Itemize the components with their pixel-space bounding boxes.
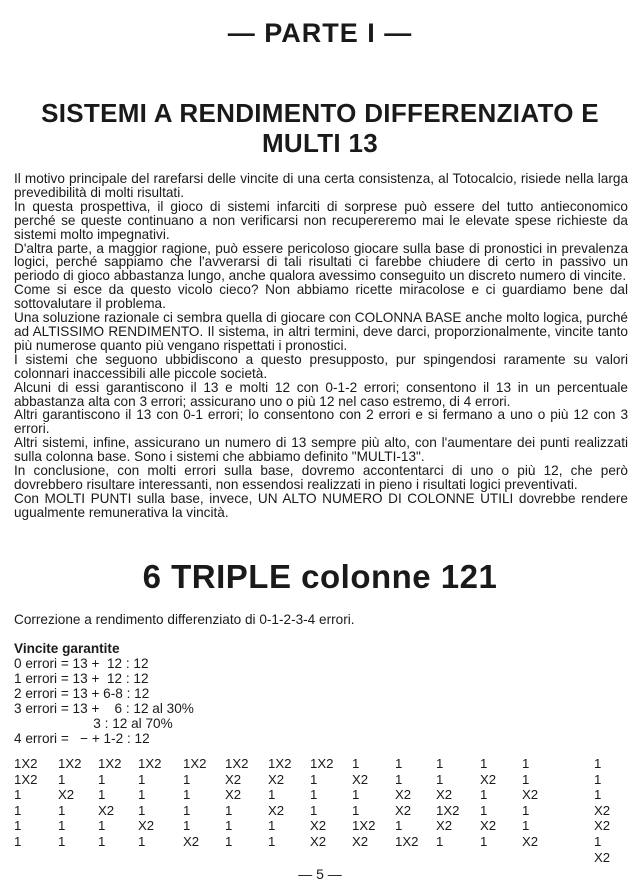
- grid-cell: 1: [183, 802, 191, 818]
- grid-cell: X2: [436, 818, 453, 834]
- grid-cell: X2: [225, 787, 242, 803]
- grid-cell: 1: [436, 833, 444, 849]
- grid-cell: 1: [436, 771, 444, 787]
- grid-cell: 1X2: [98, 756, 122, 771]
- grid-cell: 1: [310, 787, 318, 803]
- grid-cell: X2: [310, 818, 327, 834]
- body-text: [14, 172, 628, 520]
- paragraph: Una soluzione razionale ci sembra quella di giocare con COLONNA BASE anche molto logica, purché ad ALTISSIMO RENDIMENTO. Il sistema, in altri termini, deve darci, proporzionalmente, vincite tanto più numerose quanto più vengano rispettati i pronostici.: [14, 310, 628, 353]
- grid-cell: X2: [268, 802, 285, 818]
- grid-cell: 1: [395, 756, 403, 771]
- guaranteed-wins-row: 0 errori = 13 + 12 : 12: [14, 656, 149, 671]
- grid-cell: 1: [522, 756, 530, 771]
- grid-cell: X2: [436, 787, 453, 803]
- grid-cell: 1X2: [436, 802, 460, 818]
- grid-cell: X2: [268, 771, 285, 787]
- paragraph: Altri sistemi, infine, assicurano un numero di 13 sempre più alto, con l'aumentare dei punti realizzati sulla colonna base. Sono i sistemi che abbiamo definito "MULTI-13".: [14, 435, 628, 465]
- grid-cell: 1: [310, 771, 318, 787]
- grid-cell: 1: [14, 802, 22, 818]
- title-line-1: SISTEMI A RENDIMENTO DIFFERENZIATO E: [41, 98, 599, 128]
- grid-cell: 1X2: [395, 833, 419, 849]
- system-heading: 6 TRIPLE colonne 121: [142, 558, 498, 595]
- grid-cell: 1X2: [138, 756, 162, 771]
- paragraph: I sistemi che seguono ubbidiscono a questo presupposto, pur spingendosi raramente su valori colonnari inaccessibili alle piccole società.: [14, 351, 628, 381]
- grid-cell: 1: [14, 833, 22, 849]
- grid-cell: 1: [594, 756, 602, 771]
- grid-cell: 1X2: [225, 756, 249, 771]
- grid-cell: 1: [522, 771, 530, 787]
- grid-cell: 1: [268, 818, 276, 834]
- guaranteed-wins-row: 3 errori = 13 + 6 : 12 al 30%: [14, 701, 194, 716]
- grid-cell: 1: [183, 787, 191, 803]
- grid-cell: 1X2: [14, 771, 38, 787]
- grid-cell: 1: [310, 802, 318, 818]
- grid-cell: 1: [268, 833, 276, 849]
- grid-cell: 1: [14, 818, 22, 834]
- title-line-2: MULTI 13: [261, 128, 379, 158]
- grid-cell: 1: [225, 818, 233, 834]
- paragraph: Il motivo principale del rarefarsi delle vincite di una certa consistenza, al Totocalcio, risiede nella larga prevedibilità di molti risultati.: [14, 171, 628, 200]
- grid-cell: 1: [594, 771, 602, 787]
- page-title: [0, 98, 640, 158]
- paragraph: Alcuni di essi garantiscono il 13 e molti 12 con 0-1-2 errori; consentono il 13 in un percentuale abbastanza alta con 3 errori; assicurano uno o più 12 nel caso estremo, di 4 errori.: [14, 379, 628, 409]
- grid-cell: 1: [352, 756, 360, 771]
- grid-cell: 1: [480, 802, 488, 818]
- grid-cell: 1X2: [352, 818, 376, 834]
- paragraph: Altri garantiscono il 13 con 0-1 errori; lo consentono con 2 errori e si fermano a uno o più 12 con 3 errori.: [14, 407, 628, 437]
- grid-cell: X2: [310, 833, 327, 849]
- grid-cell: 1X2: [58, 756, 82, 771]
- grid-cell: X2: [183, 833, 200, 849]
- part-heading: — PARTE I —: [227, 18, 413, 48]
- grid-cell: 1X2: [14, 756, 38, 771]
- grid-cell: 1: [352, 802, 360, 818]
- guaranteed-wins-title: Vincite garantite: [14, 641, 120, 656]
- grid-cell: 1: [480, 833, 488, 849]
- page-number: — 5 —: [298, 866, 342, 882]
- grid-cell: 1: [183, 818, 191, 834]
- grid-cell: 1: [98, 818, 106, 834]
- paragraph: Come si esce da questo vicolo cieco? Non abbiamo ricette miracolose e ci guardiamo bene dal sottovalutare il problema.: [14, 282, 628, 312]
- grid-cell: 1: [225, 833, 233, 849]
- grid-cell: X2: [480, 818, 497, 834]
- grid-cell: X2: [480, 771, 497, 787]
- grid-cell: 1: [58, 833, 66, 849]
- grid-cell: 1: [395, 771, 403, 787]
- grid-cell: 1: [522, 802, 530, 818]
- grid-cell: X2: [352, 771, 369, 787]
- grid-cell: 1: [480, 787, 488, 803]
- grid-cell: 1: [594, 833, 602, 849]
- grid-cell: X2: [395, 787, 412, 803]
- correction-text: Correzione a rendimento differenziato di 0-1-2-3-4 errori.: [14, 612, 355, 627]
- grid-cell: 1X2: [183, 756, 207, 771]
- guaranteed-wins-row: 3 : 12 al 70%: [14, 716, 173, 731]
- grid-cell: 1: [138, 787, 146, 803]
- grid-cell: 1: [225, 802, 233, 818]
- grid-cell: 1: [138, 833, 146, 849]
- grid-cell: X2: [594, 818, 611, 834]
- grid-cell: X2: [395, 802, 412, 818]
- grid-cell: 1: [58, 802, 66, 818]
- grid-cell: 1: [594, 787, 602, 803]
- grid-cell: 1: [268, 787, 276, 803]
- grid-cell: 1: [183, 771, 191, 787]
- grid-cell: 1: [138, 802, 146, 818]
- grid-cell: X2: [138, 818, 155, 834]
- grid-cell: 1: [138, 771, 146, 787]
- grid-cell: X2: [58, 787, 75, 803]
- paragraph: In conclusione, con molti errori sulla base, dovremo accontentarci di uno o più 12, che però dovrebbero risultare interessanti, non essendosi realizzati in pieno i risultati logici preventivati.: [14, 463, 628, 492]
- guaranteed-wins-row: 2 errori = 13 + 6-8 : 12: [14, 686, 150, 701]
- grid-cell: 1: [98, 787, 106, 803]
- grid-cell: 1: [395, 818, 403, 834]
- grid-cell: 1: [522, 818, 530, 834]
- grid-cell: X2: [522, 787, 539, 803]
- grid-cell: 1X2: [268, 756, 292, 771]
- grid-cell: 1: [98, 833, 106, 849]
- guaranteed-wins: [14, 641, 194, 746]
- paragraph: In questa prospettiva, il gioco di sistemi infarciti di sorprese può essere del tutto antieconomico perché se queste continuano a non verificarsi non recupereremo mai le elevate spese richieste da sistemi molto impegnativi.: [14, 198, 628, 242]
- grid-cell: X2: [98, 802, 115, 818]
- grid-cell: 1: [436, 756, 444, 771]
- grid-cell: 1X2: [310, 756, 334, 771]
- grid-cell: 1: [352, 787, 360, 803]
- guaranteed-wins-row: 4 errori = − + 1-2 : 12: [14, 731, 150, 746]
- grid-cell: 1: [58, 818, 66, 834]
- grid-cell: X2: [225, 771, 242, 787]
- grid-cell: X2: [522, 833, 539, 849]
- grid-cell: 1: [480, 756, 488, 771]
- grid-cell: 1: [14, 787, 22, 803]
- grid-cell: 1: [98, 771, 106, 787]
- grid-cell: X2: [352, 833, 369, 849]
- grid-cell: 1: [58, 771, 66, 787]
- grid-cell: X2: [594, 849, 611, 865]
- guaranteed-wins-row: 1 errori = 13 + 12 : 12: [14, 671, 149, 686]
- grid-cell: X2: [594, 802, 611, 818]
- paragraph: D'altra parte, a maggior ragione, può essere pericoloso giocare sulla base di pronostici in prevalenza logici, perché sappiamo che l'avverarsi di tali risultati ci farebbe chiudere di certo in passivo un periodo di gioco abbastanza lungo, anche qualora avessimo conseguito un discreto numero di vincite.: [14, 240, 628, 284]
- paragraph: Con MOLTI PUNTI sulla base, invece, UN ALTO NUMERO DI COLONNE UTILI dovrebbe rendere ugualmente remunerativa la vincità.: [14, 490, 628, 520]
